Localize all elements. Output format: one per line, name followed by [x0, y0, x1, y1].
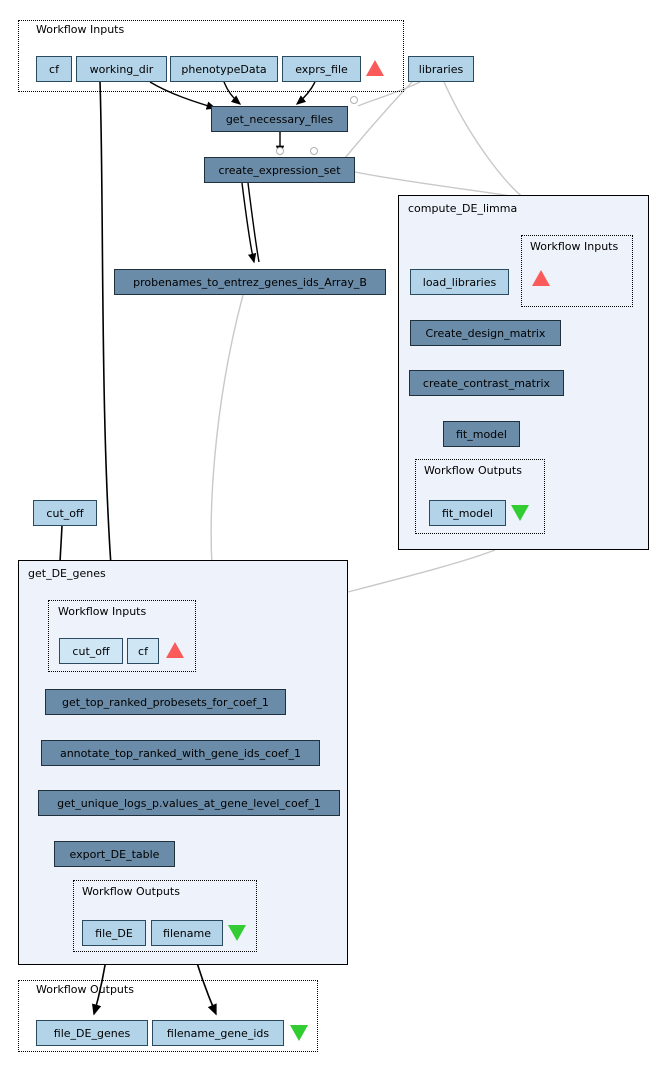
node-label: get_top_ranked_probesets_for_coef_1 [62, 695, 269, 709]
node-label: create_contrast_matrix [422, 376, 551, 390]
node-filename-gene-ids[interactable] [152, 1020, 284, 1046]
node-label: libraries [418, 62, 464, 76]
node-annotate-top-ranked-with-gene-ids-coef-1[interactable] [41, 740, 320, 766]
node-get-unique-logs-pvalues-at-gene-level-coef-1[interactable] [38, 790, 340, 816]
node-label: filename_gene_ids [166, 1026, 270, 1040]
node-file-de-genes[interactable] [36, 1020, 148, 1046]
node-cut-off-outer[interactable] [33, 500, 97, 526]
node-cut-off-inner[interactable] [59, 638, 123, 664]
input-marker-triangle-icon [532, 270, 550, 286]
node-label: file_DE_genes [53, 1026, 131, 1040]
node-fit-model-output[interactable] [429, 500, 506, 526]
node-exprs-file[interactable] [282, 56, 361, 82]
node-probenames-to-entrez-genes-ids-array-b[interactable] [114, 269, 386, 295]
node-create-contrast-matrix[interactable] [409, 370, 564, 396]
node-label: cut_off [72, 644, 110, 658]
cluster-label-limma-workflow-inputs: Workflow Inputs [530, 240, 619, 253]
node-label: get_necessary_files [225, 112, 334, 126]
output-marker-triangle-icon [290, 1025, 308, 1041]
cluster-label-compute-de-limma: compute_DE_limma [408, 202, 518, 215]
node-cf-input[interactable] [36, 56, 72, 82]
node-create-expression-set[interactable] [204, 157, 355, 183]
node-label: file_DE [95, 926, 133, 940]
node-phenotype-data[interactable] [170, 56, 278, 82]
node-label: annotate_top_ranked_with_gene_ids_coef_1 [59, 746, 302, 760]
input-marker-triangle-icon [166, 642, 184, 658]
node-label: filename [163, 926, 211, 940]
node-label: fit_model [456, 427, 507, 441]
node-label: cut_off [46, 506, 84, 520]
node-label: export_DE_table [69, 847, 160, 861]
cluster-label-workflow-outputs-bottom: Workflow Outputs [36, 983, 134, 996]
node-label: working_dir [89, 62, 154, 76]
node-file-de[interactable] [82, 920, 146, 946]
node-working-dir[interactable] [76, 56, 167, 82]
input-marker-triangle-icon [366, 60, 384, 76]
cluster-label-de-workflow-inputs: Workflow Inputs [58, 605, 147, 618]
node-load-libraries[interactable] [410, 269, 509, 295]
node-label: phenotypeData [181, 62, 267, 76]
output-marker-triangle-icon [228, 925, 246, 941]
node-export-de-table[interactable] [54, 841, 175, 867]
node-label: load_libraries [422, 275, 497, 289]
cluster-label-limma-workflow-outputs: Workflow Outputs [424, 464, 522, 477]
cluster-label-get-de-genes: get_DE_genes [28, 567, 106, 580]
node-label: fit_model [442, 506, 493, 520]
node-libraries[interactable] [408, 56, 474, 82]
node-create-design-matrix[interactable] [410, 320, 561, 346]
node-fit-model[interactable] [443, 421, 520, 447]
node-cf-inner[interactable] [127, 638, 159, 664]
node-label: create_expression_set [218, 163, 341, 177]
node-label: probenames_to_entrez_genes_ids_Array_B [133, 275, 367, 289]
node-get-top-ranked-probesets-for-coef-1[interactable] [45, 689, 286, 715]
node-label: exprs_file [295, 62, 348, 76]
node-label: cf [138, 644, 148, 658]
node-get-necessary-files[interactable] [211, 106, 348, 132]
cluster-label-workflow-inputs-top: Workflow Inputs [36, 23, 125, 36]
node-label: Create_design_matrix [425, 326, 546, 340]
node-label: get_unique_logs_p.values_at_gene_level_coef_1 [57, 796, 321, 810]
cluster-label-de-workflow-outputs: Workflow Outputs [82, 885, 180, 898]
node-label: cf [49, 62, 59, 76]
output-marker-triangle-icon [511, 505, 529, 521]
node-filename[interactable] [151, 920, 223, 946]
